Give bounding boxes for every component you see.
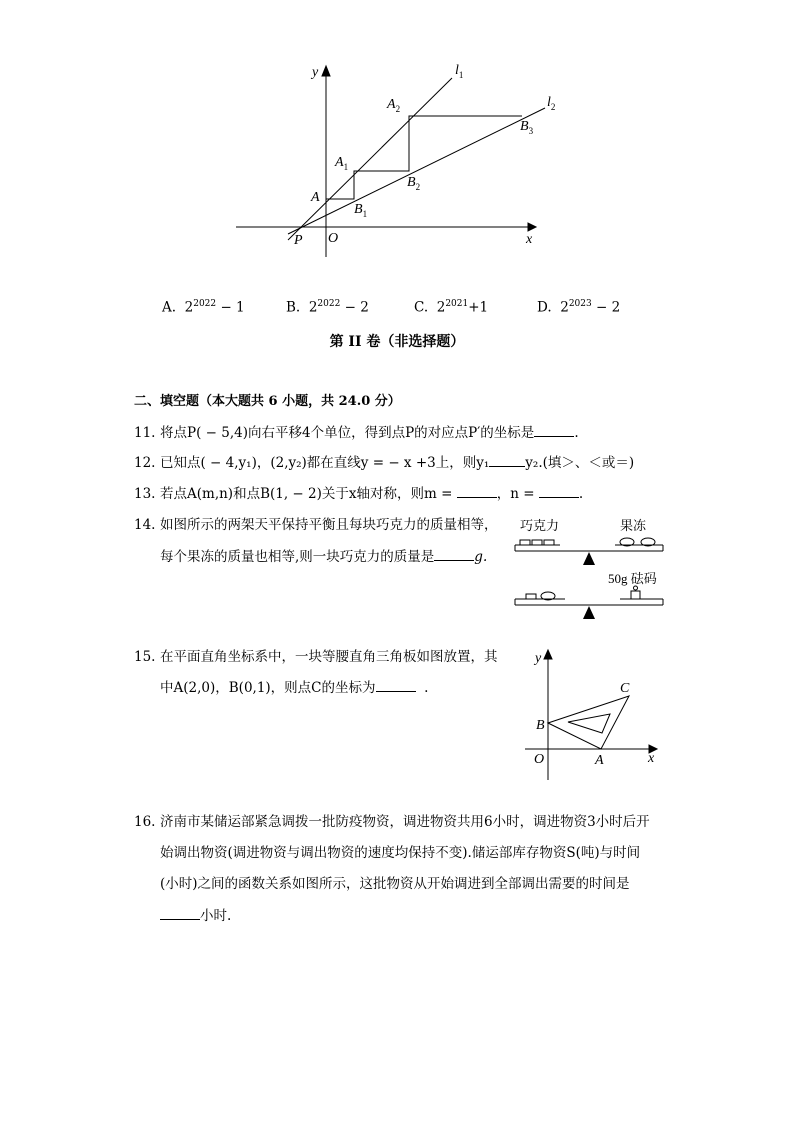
tri-O-label: O <box>534 752 545 767</box>
question-16-line-2: 始调出物资(调进物资与调出物资的速度均保持不变).储运部库存物资S(吨)与时间 <box>160 845 641 861</box>
chocolate-label: 巧克力 <box>520 518 560 533</box>
tri-C-label: C <box>620 681 630 696</box>
top-figure <box>0 0 794 300</box>
x-axis-label: x <box>526 232 533 247</box>
tri-y-label: y <box>535 651 542 666</box>
answer-blank[interactable] <box>376 691 416 692</box>
jelly-label: 果冻 <box>620 518 647 533</box>
point-B1-label: $B_1$ <box>354 202 368 219</box>
origin-label: O <box>328 231 339 246</box>
question-16-line-3: (小时)之间的函数关系如图所示，这批物资从开始调进到全部调出需要的时间是 <box>160 876 630 892</box>
tri-B-label: B <box>536 718 545 733</box>
point-B2-label: $B_2$ <box>407 175 421 192</box>
answer-blank-n[interactable] <box>539 497 579 498</box>
choice-b: B. $2^{2022} - 2$ <box>286 299 369 316</box>
answer-blank[interactable] <box>434 560 474 561</box>
triangle-figure <box>520 645 670 785</box>
choice-c: C. $2^{2021}+1$ <box>414 299 489 316</box>
y-axis-label: y <box>312 65 319 80</box>
tri-x-label: x <box>648 751 655 766</box>
l1-label: $l_1$ <box>455 63 464 80</box>
answer-blank[interactable] <box>534 436 574 437</box>
question-13: 13. 若点A(m,n)和点B(1, − 2)关于x轴对称，则m = ，n = . <box>134 486 584 502</box>
l2-label: $l_2$ <box>547 95 556 112</box>
weight-label: 50g 砝码 <box>608 571 657 586</box>
fulcrum-1 <box>583 552 595 565</box>
question-15-line-2: 中A(2,0)，B(0,1)，则点C的坐标为 . <box>160 680 429 696</box>
question-14-line-1: 14. 如图所示的两架天平保持平衡且每块巧克力的质量相等， <box>134 517 498 533</box>
tri-A-label: A <box>595 753 604 768</box>
answer-blank[interactable] <box>489 466 525 467</box>
point-B3-label: $B_3$ <box>520 119 534 136</box>
choice-d: D. $2^{2023} - 2$ <box>537 299 621 316</box>
section-title: 第 II 卷（非选择题） <box>329 334 465 350</box>
point-A-label: A <box>311 190 320 205</box>
question-14-line-2: 每个果冻的质量也相等,则一块巧克力的质量是 g. <box>160 549 488 565</box>
fulcrum-2 <box>583 606 595 619</box>
choice-a: A. $2^{2022} - 1$ <box>162 299 245 316</box>
point-A1-label: $A_1$ <box>335 155 349 172</box>
answer-blank[interactable] <box>160 919 200 920</box>
point-A2-label: $A_2$ <box>387 97 401 114</box>
question-11: 11. 将点P( − 5,4)向右平移4个单位，得到点P的对应点P′的坐标是 . <box>134 425 579 441</box>
question-15-line-1: 15. 在平面直角坐标系中，一块等腰直角三角板如图放置，其 <box>134 649 498 665</box>
question-16-line-4: 小时. <box>160 910 231 924</box>
balance-figure <box>510 513 670 623</box>
point-P-label: P <box>294 233 303 248</box>
part-heading: 二、填空题（本大题共 6 小题，共 24.0 分） <box>134 394 401 409</box>
answer-blank-m[interactable] <box>457 497 497 498</box>
question-16-line-1: 16. 济南市某储运部紧急调拨一批防疫物资，调进物资共用6小时，调进物资3小时后开 <box>134 814 650 830</box>
question-12: 12. 已知点( − 4,y₁)，(2,y₂)都在直线y = − x +3上，则y₁ y₂.(填＞、＜或＝) <box>134 455 635 471</box>
